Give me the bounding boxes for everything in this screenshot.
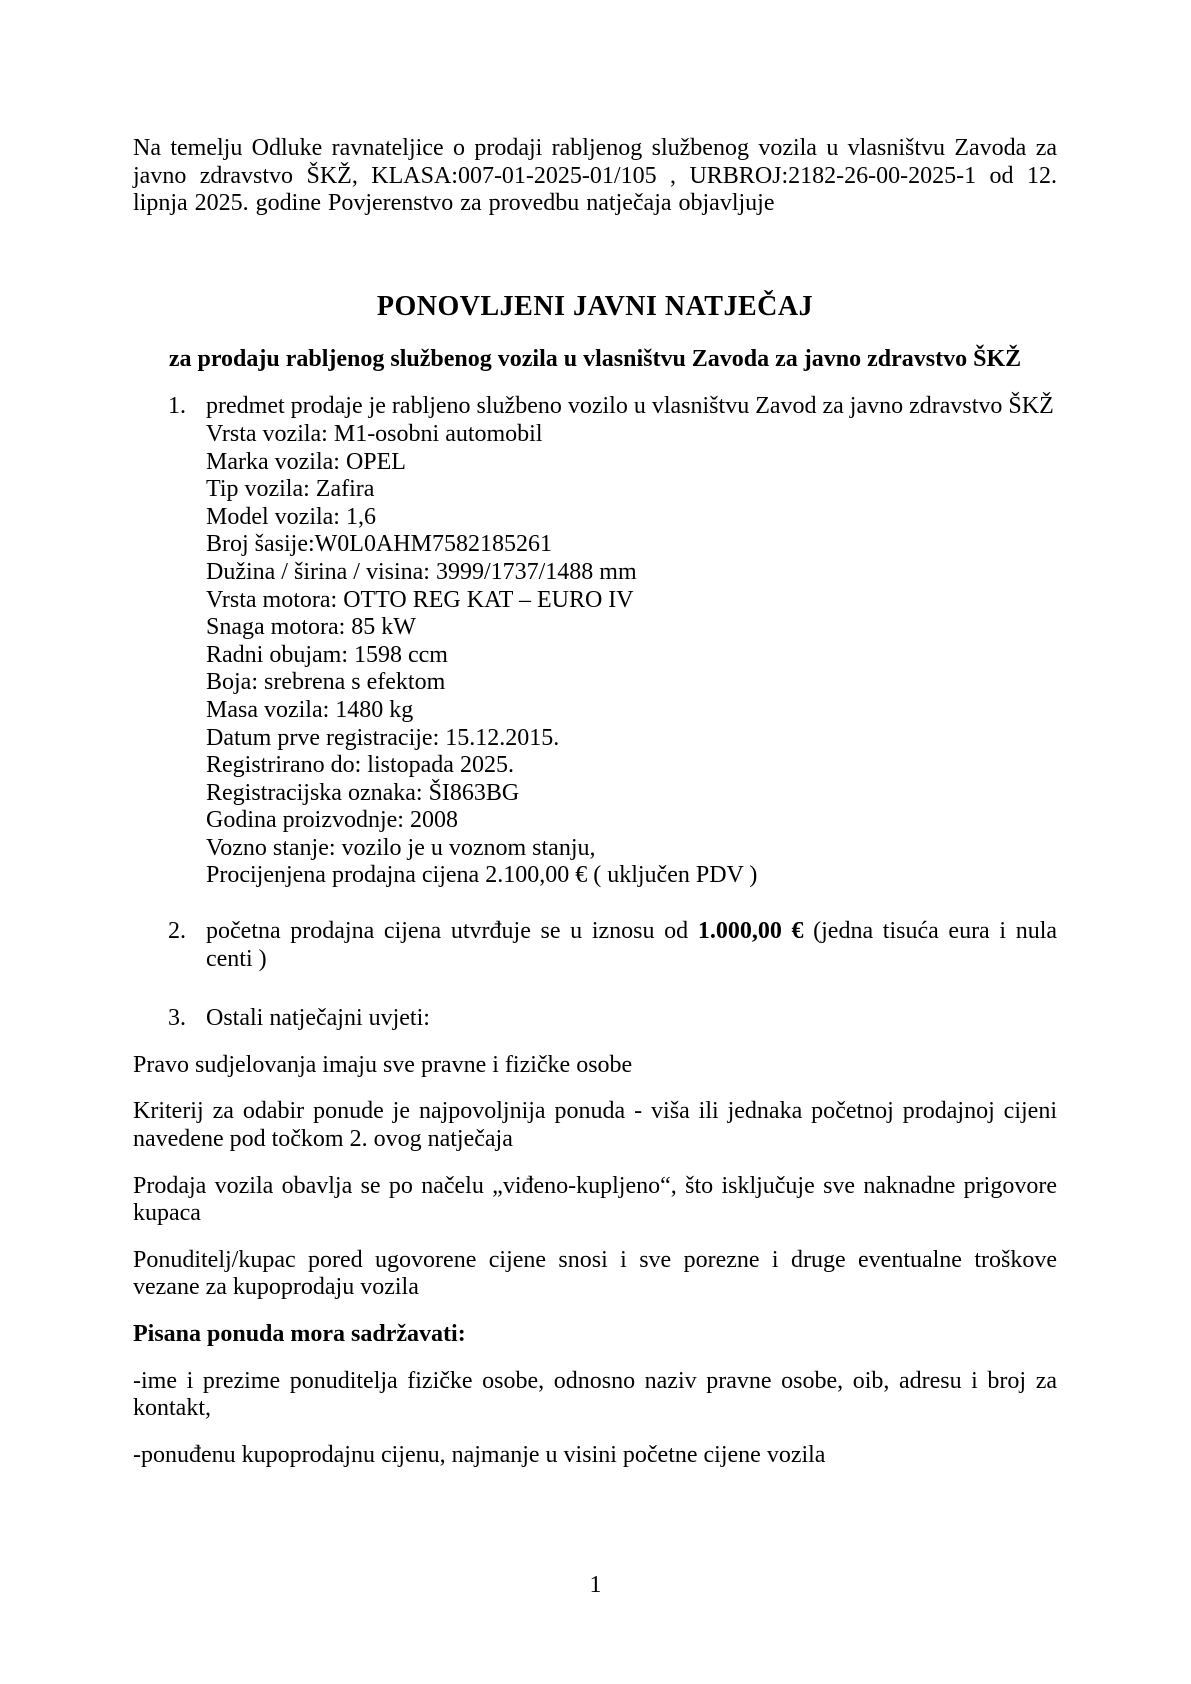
vehicle-detail-marka: Marka vozila: OPEL (206, 448, 406, 475)
vehicle-detail-tip: Tip vozila: Zafira (206, 476, 375, 503)
vehicle-detail-boja: Boja: srebrena s efektom (206, 669, 446, 696)
vehicle-detail-vozno-stanje: Vozno stanje: vozilo je u voznom stanju, (206, 834, 596, 861)
vehicle-detail-reg-oznaka: Registracijska oznaka: ŠI863BG (206, 779, 520, 806)
offer-heading: Pisana ponuda mora sadržavati: (133, 1321, 466, 1347)
item-2-text-before: početna prodajna cijena utvrđuje se u iznosu od (206, 918, 698, 945)
intro-paragraph: Na temelju Odluke ravnateljice o prodaji rabljenog službenog vozila u vlasništvu Zavoda za javno zdravstvo ŠKŽ, KLASA:007-01-2025-01/105 , URBROJ:2182-26-00-2025-1 od 12. lipnja 2025. godine Povjerenstvo za provedbu natječaja objavljuje (133, 135, 1057, 217)
starting-price: 1.000,00 € (697, 918, 804, 945)
item-1-number: 1. (168, 393, 186, 420)
list-item-3 (133, 1005, 1057, 1033)
vehicle-detail-dimenzije: Dužina / širina / visina: 3999/1737/1488 mm (206, 558, 637, 585)
vehicle-detail-sasija: Broj šasije:W0L0AHM7582185261 (206, 531, 552, 558)
item-1-lead: predmet prodaje je rabljeno službeno vozilo u vlasništvu Zavod za javno zdravstvo ŠKŽ (206, 393, 1054, 420)
vehicle-detail-obujam: Radni obujam: 1598 ccm (206, 641, 448, 668)
vehicle-detail-godina: Godina proizvodnje: 2008 (206, 807, 458, 834)
item-3-text: Ostali natječajni uvjeti: (206, 1005, 430, 1032)
vehicle-detail-prva-registracija: Datum prve registracije: 15.12.2015. (206, 724, 560, 751)
vehicle-detail-procijenjena-cijena: Procijenjena prodajna cijena 2.100,00 € ( uključen PDV ) (206, 862, 758, 889)
document-subtitle: za prodaju rabljenog službenog vozila u vlasništvu Zavoda za javno zdravstvo ŠKŽ (168, 345, 1022, 372)
offer-requirement-price: -ponuđenu kupoprodajnu cijenu, najmanje u visini početne cijene vozila (133, 1441, 826, 1468)
list-item-1 (133, 393, 1057, 890)
vehicle-detail-masa: Masa vozila: 1480 kg (206, 696, 414, 723)
condition-as-is-sale: Prodaja vozila obavlja se po načelu „viđeno-kupljeno“, što isključuje sve naknadne prigovore kupaca (133, 1172, 1057, 1227)
offer-requirement-identity: -ime i prezime ponuditelja fizičke osobe, odnosno naziv pravne osobe, oib, adresu i broj za kontakt, (133, 1367, 1057, 1422)
condition-criteria: Kriterij za odabir ponude je najpovoljnija ponuda - viša ili jednaka početnoj prodajnoj cijeni navedene pod točkom 2. ovog natječaja (133, 1098, 1057, 1153)
vehicle-detail-model: Model vozila: 1,6 (206, 503, 376, 530)
vehicle-detail-motor: Vrsta motora: OTTO REG KAT – EURO IV (206, 586, 634, 613)
vehicle-detail-registrirano-do: Registrirano do: listopada 2025. (206, 752, 514, 779)
item-2-text-after: (jedna tisuća eura i nula centi ) (206, 918, 1058, 972)
condition-buyer-costs: Ponuditelj/kupac pored ugovorene cijene snosi i sve porezne i druge eventualne troškove vezane za kupoprodaju vozila (133, 1246, 1057, 1301)
list-item-2 (133, 918, 1057, 973)
vehicle-detail-vrsta-vozila: Vrsta vozila: M1-osobni automobil (206, 420, 543, 447)
item-2-number: 2. (168, 918, 186, 945)
document-title: PONOVLJENI JAVNI NATJEČAJ (376, 290, 814, 322)
item-3-number: 3. (168, 1005, 186, 1032)
page-number: 1 (589, 1572, 602, 1599)
condition-participation: Pravo sudjelovanja imaju sve pravne i fizičke osobe (133, 1051, 633, 1078)
vehicle-detail-snaga: Snaga motora: 85 kW (206, 614, 416, 641)
